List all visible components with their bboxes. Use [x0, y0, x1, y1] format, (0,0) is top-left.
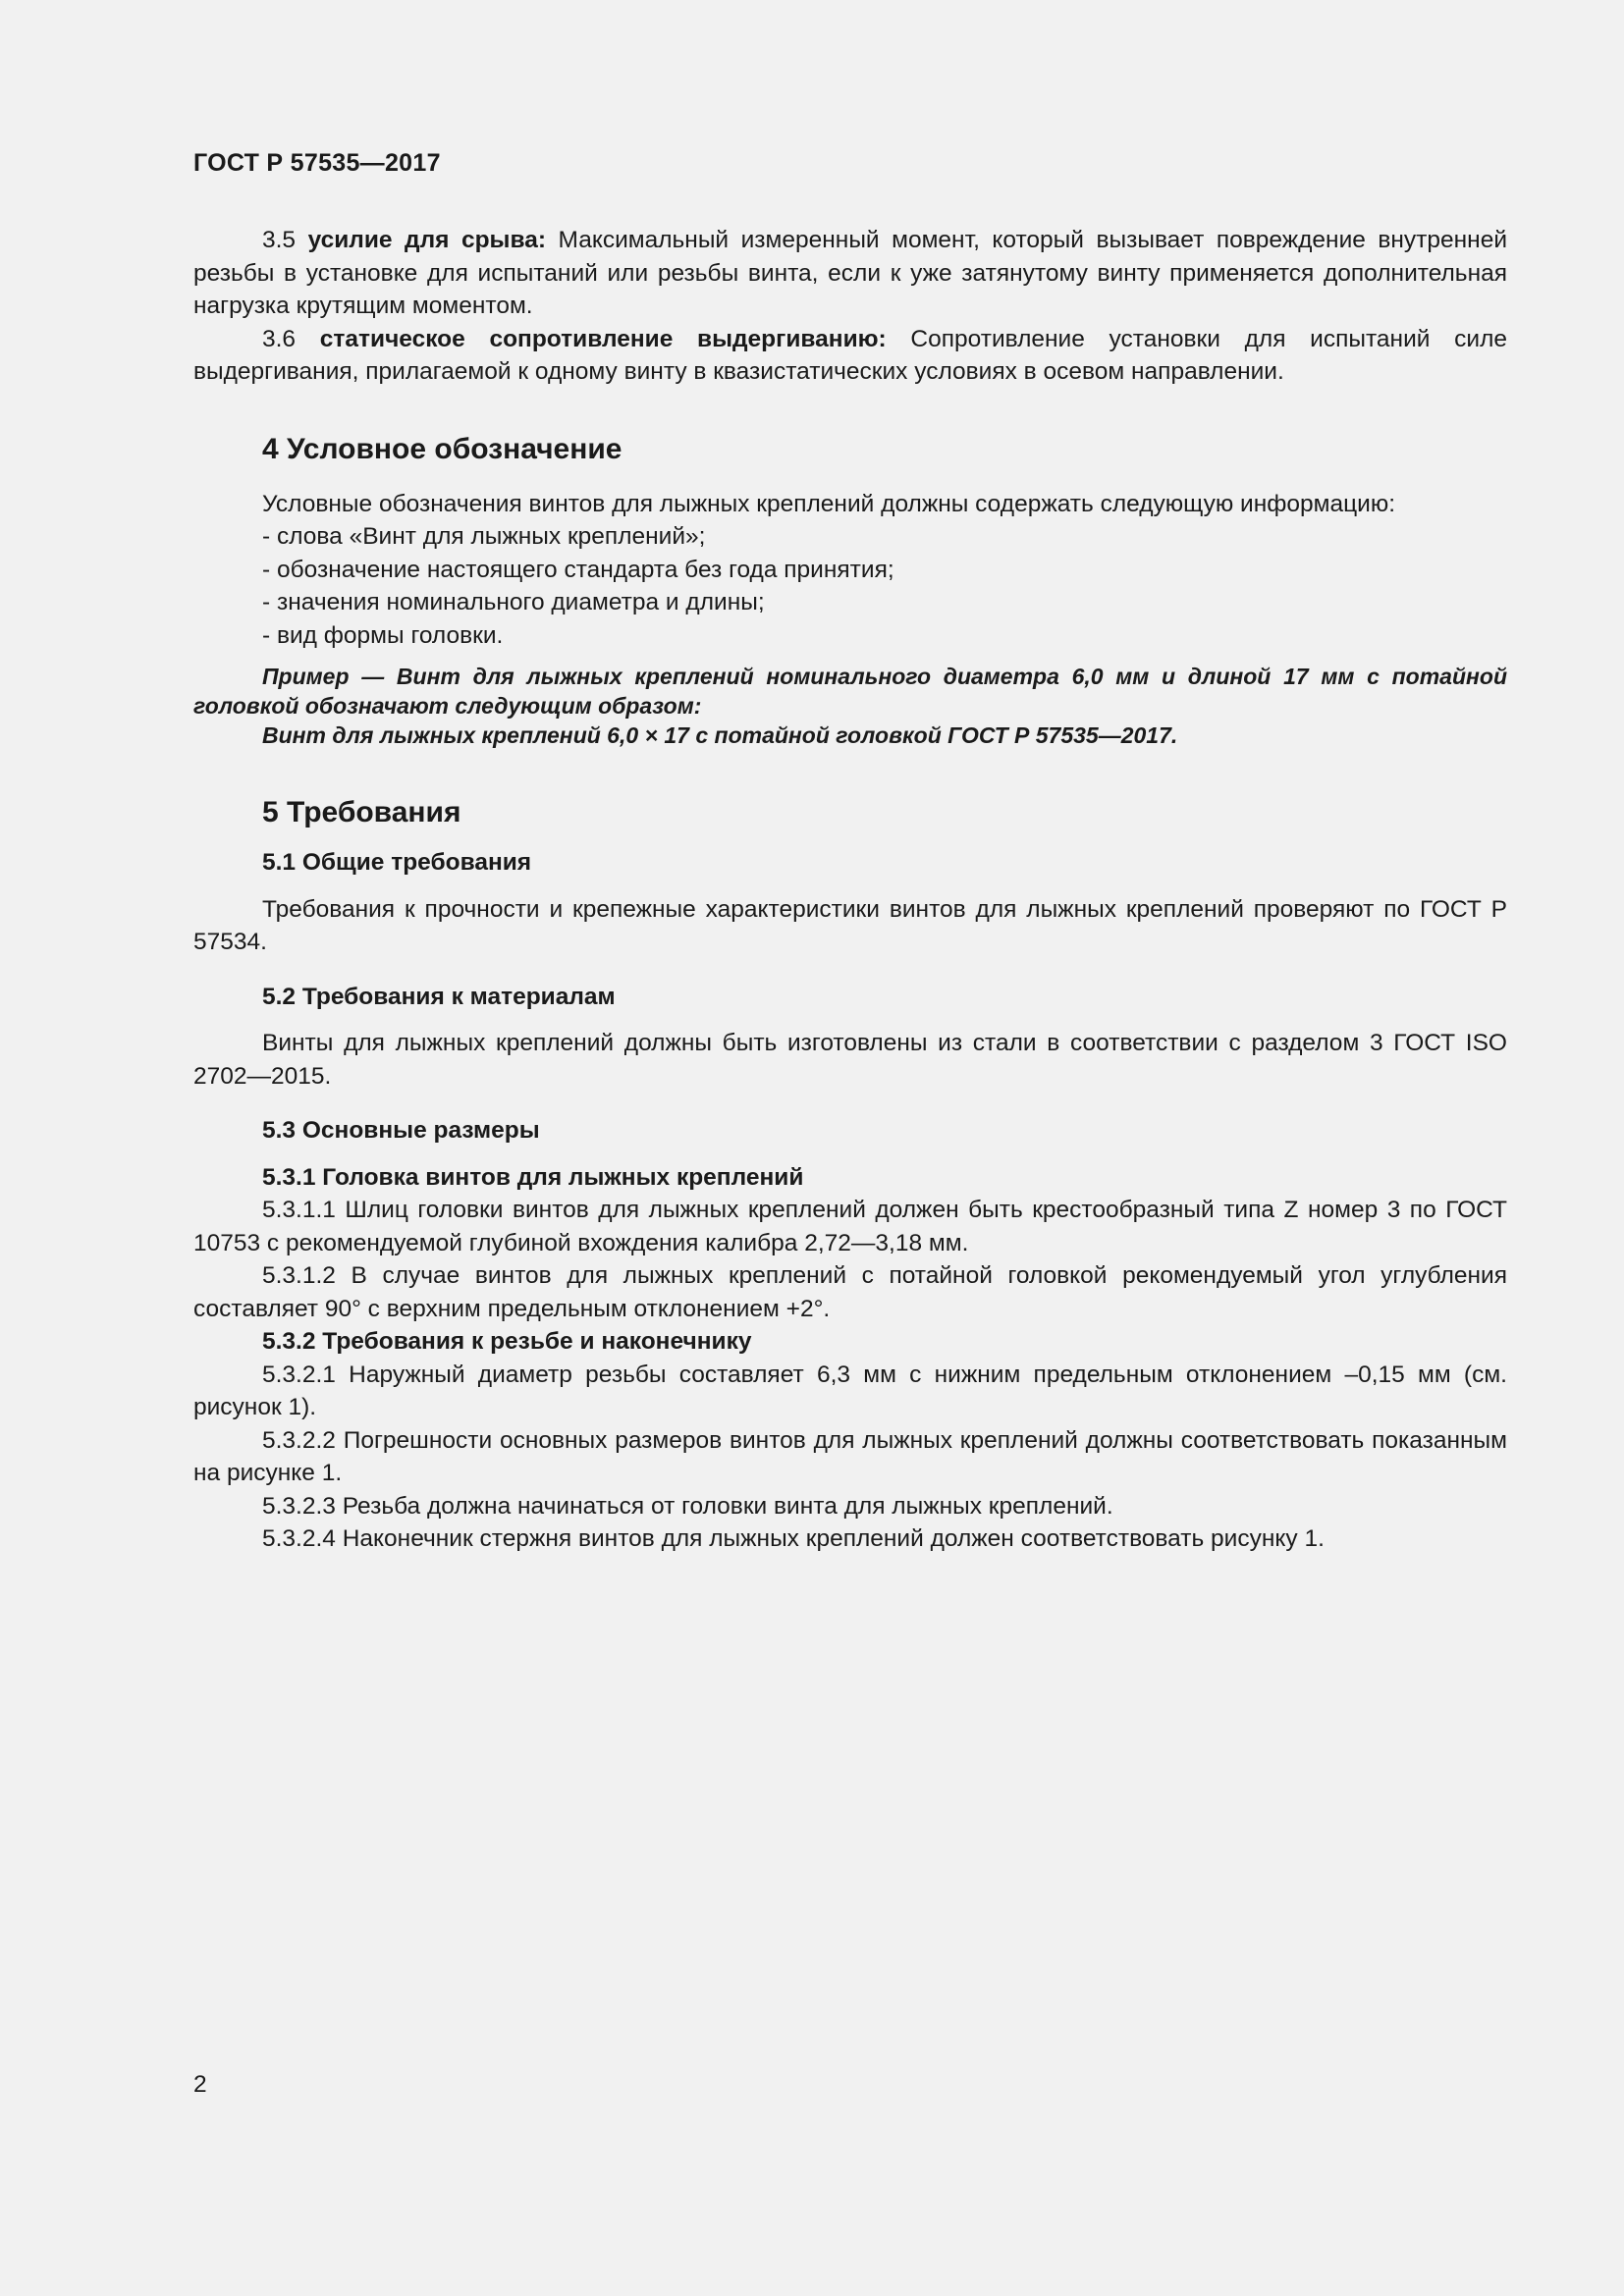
definition-text: Сопротивление установки для испытаний силе выдергивания, прилагаемой к одному винту в квазистатических условиях в осевом направлении.: [193, 325, 1507, 385]
section-5-3-1-title: 5.3.1 Головка винтов для лыжных креплений: [262, 1163, 804, 1191]
section-5-1-text: Требования к прочности и крепежные характеристики винтов для лыжных креплений проверяют по ГОСТ Р 57534.: [193, 895, 1507, 955]
page-number: 2: [193, 2071, 207, 2098]
section-5-3-2-title: 5.3.2 Требования к резьбе и наконечнику: [262, 1328, 752, 1355]
list-item: - вид формы головки.: [262, 621, 504, 649]
definition-term: статическое сопротивление выдергиванию:: [319, 325, 887, 352]
definition-term: усилие для срыва:: [307, 227, 546, 253]
definition-number: 3.5: [262, 227, 297, 253]
clause-5-3-1-1: 5.3.1.1 Шлиц головки винтов для лыжных креплений должен быть крестообразный типа Z номер 3 по ГОСТ 10753 с рекомендуемой глубиной вхождения калибра 2,72—3,18 мм.: [193, 1197, 1507, 1256]
list-item: - обозначение настоящего стандарта без года принятия;: [262, 556, 894, 583]
definition-number: 3.6: [262, 325, 297, 352]
section-5-title: 5 Требования: [262, 796, 461, 828]
section-5-3-title: 5.3 Основные размеры: [262, 1117, 540, 1144]
example-formula: Винт для лыжных креплений 6,0 × 17 с потайной головкой ГОСТ Р 57535—2017.: [262, 722, 1178, 748]
clause-5-3-1-2: 5.3.1.2 В случае винтов для лыжных креплений с потайной головкой рекомендуемый угол углубления составляет 90° с верхним предельным отклонением +2°.: [193, 1262, 1507, 1322]
clause-5-3-2-4: 5.3.2.4 Наконечник стержня винтов для лыжных креплений должен соответствовать рисунку 1.: [262, 1525, 1325, 1552]
definition-3-5: [193, 224, 1507, 323]
definition-3-6: [193, 323, 1507, 389]
clause-5-3-2-3: 5.3.2.3 Резьба должна начинаться от головки винта для лыжных креплений.: [262, 1492, 1113, 1520]
clause-5-3-2-2: 5.3.2.2 Погрешности основных размеров винтов для лыжных креплений должны соответствовать показанным на рисунке 1.: [193, 1426, 1507, 1486]
example-block: [193, 662, 1507, 750]
clause-5-3-2-1: 5.3.2.1 Наружный диаметр резьбы составляет 6,3 мм с нижним предельным отклонением –0,15 мм (см. рисунок 1).: [193, 1361, 1507, 1420]
example-text: Пример — Винт для лыжных креплений номинального диаметра 6,0 мм и длиной 17 мм с потайной головкой обозначают следующим образом:: [193, 664, 1507, 719]
section-4-title: 4 Условное обозначение: [262, 432, 623, 465]
section-4-intro: Условные обозначения винтов для лыжных креплений должны содержать следующую информацию:: [262, 490, 1396, 517]
list-item: - значения номинального диаметра и длины;: [262, 589, 765, 615]
definition-text: Максимальный измеренный момент, который вызывает повреждение внутренней резьбы в установке для испытаний или резьбы винта, если к уже затянутому винту применяется дополнительная нагрузка крутящим моментом.: [193, 227, 1508, 319]
document-header: ГОСТ Р 57535—2017: [193, 149, 441, 177]
section-5-2-title: 5.2 Требования к материалам: [262, 983, 616, 1010]
list-item: - слова «Винт для лыжных креплений»;: [262, 523, 706, 550]
section-5-1-title: 5.1 Общие требования: [262, 849, 532, 876]
section-5-2-text: Винты для лыжных креплений должны быть изготовлены из стали в соответствии с разделом 3 ГОСТ ISO 2702—2015.: [193, 1030, 1507, 1090]
document-body: [193, 224, 1507, 1556]
